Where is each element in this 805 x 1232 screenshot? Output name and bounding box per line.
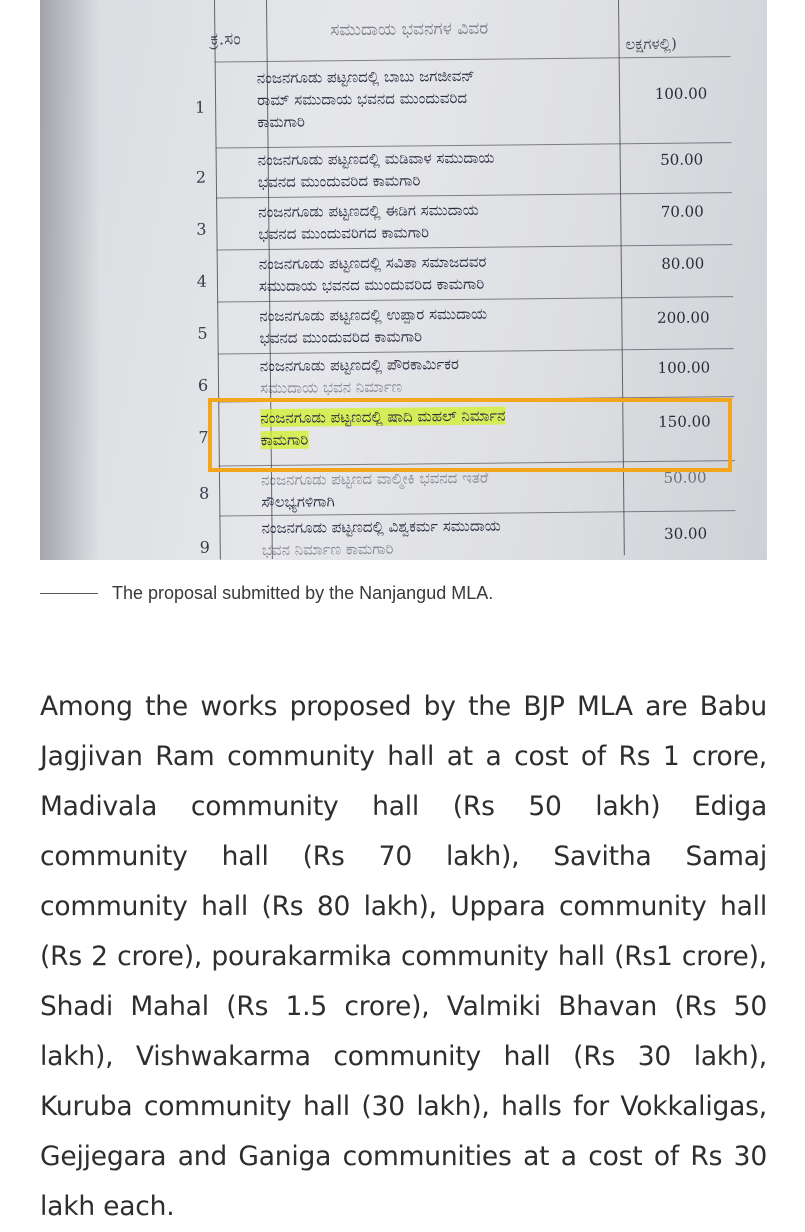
row-description [258,198,598,246]
row-text-line: ನಂಜನಗೂಡು ಪಟ್ಟಣದಲ್ಲಿ ಉಪ್ಪಾರ ಸಮುದಾಯ [259,304,488,326]
row-number: 6 [197,375,209,395]
row-amount: 50.00 [663,468,707,487]
row-description [259,250,599,298]
table-row [171,62,731,132]
article-paragraph: Among the works proposed by the BJP MLA are Babu Jagjivan Ram community hall at a cost of Rs 1 crore, Madivala community hall (Rs 50 lakh) Ediga community hall (Rs 70 lakh), Savitha Samaj community hall (Rs 80 lakh), Uppara community hall (Rs 2 crore), pourakarmika community hall (Rs1 crore), Shadi Mahal (Rs 1.5 crore), Valmiki Bhavan (Rs 50 lakh), Vishwakarma community hall (Rs 30 lakh), Kuruba community hall (30 lakh), halls for Vokkaligas, Gejjegara and Ganiga communities at a cost of Rs 30 lakh each. [40,690,767,1222]
row-amount: 100.00 [654,84,708,103]
proposal-table [170,0,736,560]
document-photo [40,0,767,560]
row-text-line: ನಂಜನಗೂಡು ಪಟ್ಟಣದಲ್ಲಿ ಬಾಬು ಜಗಜೀವನ್ [256,66,475,88]
caption-rule [40,593,98,594]
row-number: 7 [198,427,209,447]
row-amount: 30.00 [664,524,708,543]
row-text-line: ನಂಜನಗೂಡು ಪಟ್ಟಣದಲ್ಲಿ ಪೌರಕಾರ್ಮಿಕರ [259,354,459,376]
row-text-line: ನಂಜನಗೂಡು ಪಟ್ಟಣದ ವಾಲ್ಮೀಕಿ ಭವನದ ಇತರೆ [260,468,489,490]
row-number: 3 [196,219,207,239]
row-text-line: ಸಮುದಾಯ ಭವನ ನಿರ್ಮಾಣ [259,377,403,398]
highlight-frame [208,398,732,472]
row-amount: 100.00 [657,358,711,377]
row-number: 4 [196,271,208,291]
highlighted-text: ನಂಜನಗೂಡು ಪಟ್ಟಣದಲ್ಲಿ ಷಾದಿ ಮಹಲ್ ನಿರ್ಮಾನ [260,406,506,428]
row-text-line: ನಂಜನಗೂಡು ಪಟ್ಟಣದಲ್ಲಿ ವಿಶ್ವಕರ್ಮ ಸಮುದಾಯ [261,516,501,538]
row-description [261,514,601,560]
highlighted-text: ಕಾಮಗಾರಿ [260,430,309,450]
row-text-line: ನಂಜನಗೂಡು ಪಟ್ಟಣದಲ್ಲಿ ಮಡಿವಾಳ ಸಮುದಾಯ [257,148,495,170]
row-text-line: ನಂಜನಗೂಡು ಪಟ್ಟಣದಲ್ಲಿ ಈಡಿಗ ಸಮುದಾಯ [258,200,479,222]
table-rule [215,56,731,62]
row-text-line: ಸಮುದಾಯ ಭವನದ ಮುಂದುವರಿದ ಕಾಮಗಾರಿ [258,274,485,296]
col-header-amount: ಲಕ್ಷಗಳಲ್ಲಿ) [625,34,677,54]
row-text-line: ಭವನದ ಮುಂದುವರಿಗದ ಕಾಮಗಾರಿ [258,223,430,244]
row-amount: 200.00 [657,308,710,327]
row-text-line: ಭವನದ ಮುಂದುವರಿದ ಕಾಮಗಾರಿ [259,327,423,348]
row-text-line: ರಾಮ್ ಸಮುದಾಯ ಭವನದ ಮುಂದುವರಿದ [256,88,468,110]
row-text-line: ಸೌಲಭ್ಯಗಳಿಗಾಗಿ [261,492,335,512]
table-rule [217,296,733,302]
row-amount: 50.00 [660,150,704,169]
row-number: 9 [199,537,210,557]
row-description [259,302,599,350]
table-rule [217,244,733,250]
row-text-line: ನಂಜನಗೂಡು ಪಟ್ಟಣದಲ್ಲಿ ಸವಿತಾ ಸಮಾಜದವರ [258,252,487,274]
row-amount: 150.00 [658,412,711,431]
figure-caption [40,578,493,608]
row-description [260,352,600,400]
row-text-line: ಭವನದ ಮುಂದುವರಿದ ಕಾಮಗಾರಿ [257,171,421,192]
row-number: 1 [194,97,206,117]
row-number: 8 [198,483,210,503]
row-description [261,466,601,514]
row-number: 2 [195,167,207,187]
row-amount: 80.00 [661,254,705,273]
caption-text: The proposal submitted by the Nanjangud MLA. [112,582,494,603]
row-number: 5 [197,323,208,343]
row-amount: 70.00 [660,202,704,221]
col-header-number: ಕ್ರ.ಸಂ [210,29,241,50]
row-text-line: ಕಾಮಗಾರಿ [257,112,306,132]
col-header-description: ಸಮುದಾಯ ಭವನಗಳ ವಿವರ [330,18,489,41]
row-description [258,146,598,194]
table-rule [216,192,732,198]
row-text-line: ಭವನ ನಿರ್ಮಾಣ ಕಾಮಗಾರಿ [261,539,394,560]
row-description [257,64,598,134]
photo-shadow [40,0,100,560]
